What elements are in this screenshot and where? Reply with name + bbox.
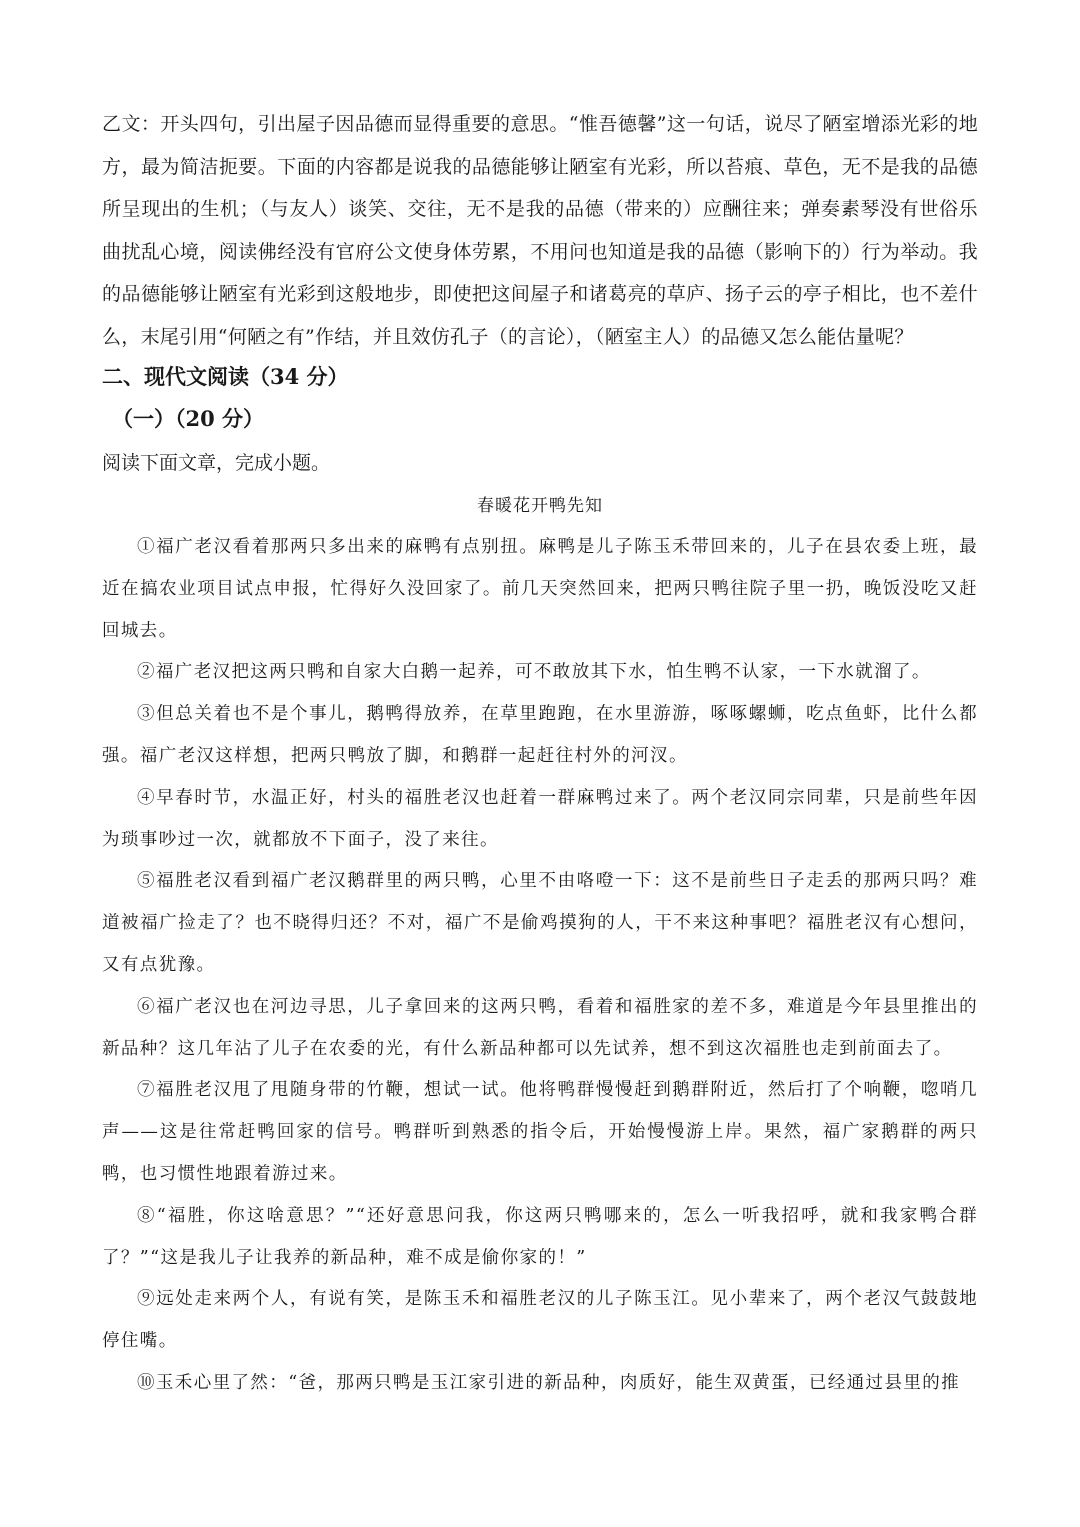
article-title: 春暖花开鸭先知 bbox=[477, 496, 603, 516]
reading-instruction: 阅读下面文章，完成小题。 bbox=[102, 452, 331, 474]
article-body bbox=[102, 527, 978, 1405]
article-paragraph: ⑤福胜老汉看到福广老汉鹅群里的两只鸭，心里不由咯噔一下：这不是前些日子走丢的那两只吗？难道被福广捡走了？也不晓得归还？不对，福广不是偷鸡摸狗的人，干不来这种事吧？福胜老汉有心想问，又有点犹豫。 bbox=[102, 871, 978, 975]
article-paragraph: ⑨远处走来两个人，有说有笑，是陈玉禾和福胜老汉的儿子陈玉江。见小辈来了，两个老汉气鼓鼓地停住嘴。 bbox=[102, 1289, 978, 1352]
yiwen-translation-paragraph: 乙文：开头四句，引出屋子因品德而显得重要的意思。“惟吾德馨”这一句话，说尽了陋室增添光彩的地方，最为简洁扼要。下面的内容都是说我的品德能够让陋室有光彩，所以苔痕、草色，无不是我的品德所呈现出的生机；（与友人）谈笑、交往，无不是我的品德（带来的）应酬往来；弹奏素琴没有世俗乐曲扰乱心境，阅读佛经没有官府公文使身体劳累，不用问也知道是我的品德（影响下的）行为举动。我的品德能够让陋室有光彩到这般地步，即使把这间屋子和诸葛亮的草庐、扬子云的亭子相比，也不差什么，末尾引用“何陋之有”作结，并且效仿孔子（的言论），（陋室主人）的品德又怎么能估量呢？ bbox=[102, 113, 978, 348]
article-paragraph: ②福广老汉把这两只鸭和自家大白鹅一起养，可不敢放其下水，怕生鸭不认家，一下水就溜了。 bbox=[137, 662, 931, 683]
article-paragraph: ⑥福广老汉也在河边寻思，儿子拿回来的这两只鸭，看着和福胜家的差不多，难道是今年县里推出的新品种？这几年沾了儿子在农委的光，有什么新品种都可以先试养，想不到这次福胜也走到前面去了。 bbox=[102, 996, 978, 1059]
article-paragraph: ⑦福胜老汉甩了甩随身带的竹鞭，想试一试。他将鸭群慢慢赶到鹅群附近，然后打了个响鞭，唿哨几声——这是往常赶鸭回家的信号。鸭群听到熟悉的指令后，开始慢慢游上岸。果然，福广家鹅群的两只鸭，也习惯性地跟着游过来。 bbox=[102, 1080, 978, 1184]
sub-heading: （一）（20 分） bbox=[112, 406, 265, 431]
article-paragraph: ⑩玉禾心里了然：“爸，那两只鸭是玉江家引进的新品种，肉质好，能生双黄蛋，已经通过县里的推 bbox=[137, 1372, 961, 1393]
article-paragraph: ①福广老汉看着那两只多出来的麻鸭有点别扭。麻鸭是儿子陈玉禾带回来的，儿子在县农委上班，最近在搞农业项目试点申报，忙得好久没回家了。前几天突然回来，把两只鸭往院子里一扔，晚饭没吃又赶回城去。 bbox=[102, 537, 978, 641]
article-paragraph: ④早春时节，水温正好，村头的福胜老汉也赶着一群麻鸭过来了。两个老汉同宗同辈，只是前些年因为琐事吵过一次，就都放不下面子，没了来往。 bbox=[102, 787, 978, 850]
article-paragraph: ③但总关着也不是个事儿，鹅鸭得放养，在草里跑跑，在水里游游，啄啄螺蛳，吃点鱼虾，比什么都强。福广老汉这样想，把两只鸭放了脚，和鹅群一起赶往村外的河汊。 bbox=[102, 704, 978, 766]
section-heading: 二、现代文阅读（34 分） bbox=[102, 364, 349, 389]
article-paragraph: ⑧“福胜，你这啥意思？”“还好意思问我，你这两只鸭哪来的，怎么一听我招呼，就和我家鸭合群了？”“这是我儿子让我养的新品种，难不成是偷你家的！” bbox=[102, 1205, 978, 1268]
